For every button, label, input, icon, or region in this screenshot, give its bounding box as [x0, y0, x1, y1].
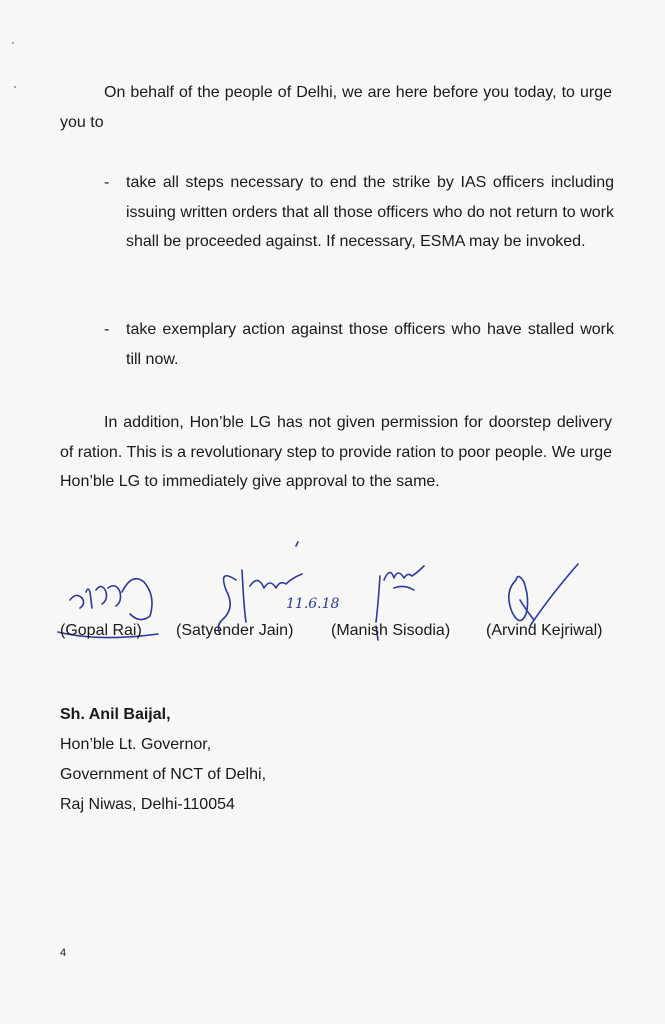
bullet-item — [104, 315, 614, 374]
signatory-name: (Manish Sisodia) — [331, 622, 451, 639]
paper-speck — [14, 86, 16, 88]
addition-paragraph — [60, 408, 612, 497]
bullet-text: take exemplary action against those officers who have stalled work till now. — [126, 321, 614, 368]
signatory-name: (Gopal Rai) — [60, 622, 142, 639]
bullet-dash: - — [104, 321, 110, 338]
signatory-name: (Arvind Kejriwal) — [486, 622, 603, 639]
signature-date: 11.6.18 — [286, 596, 340, 612]
addressee-line: Hon’ble Lt. Governor, — [60, 736, 212, 753]
bullet-text: take all steps necessary to end the strike by IAS officers including issuing written orders that all those officers who do not return to work shall be proceeded against. If necessary, ESMA may be invoked. — [126, 174, 614, 250]
page-number: 4 — [60, 947, 67, 959]
intro-text: On behalf of the people of Delhi, we are here before you today, to urge you to — [60, 84, 612, 131]
addressee-name: Sh. Anil Baijal, — [60, 706, 171, 723]
signatory-name: (Satyender Jain) — [176, 622, 294, 639]
addressee-block — [60, 700, 266, 820]
paper-speck — [12, 42, 14, 44]
addressee-line: Raj Niwas, Delhi-110054 — [60, 796, 235, 813]
bullet-item — [104, 168, 614, 257]
handwritten-signatures — [0, 540, 665, 670]
addressee-line: Government of NCT of Delhi, — [60, 766, 267, 783]
bullet-dash: - — [104, 174, 110, 191]
signature-block — [0, 540, 665, 670]
intro-paragraph — [60, 78, 612, 137]
addition-text: In addition, Hon’ble LG has not given permission for doorstep delivery of ration. This is a revolutionary step to provide ration to poor people. We urge Hon’ble LG to immediately give approval to the same. — [60, 414, 612, 490]
